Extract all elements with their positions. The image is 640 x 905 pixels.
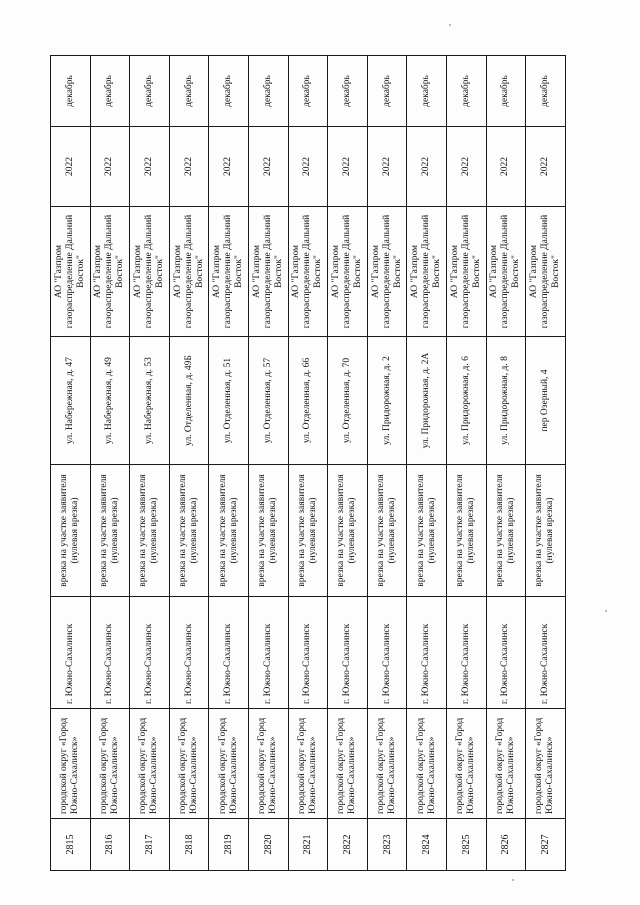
gas-connection-table <box>50 55 566 871</box>
table-row <box>288 56 328 871</box>
district-cell: городской округ «Город Южно-Сахалинск» <box>248 709 288 819</box>
work-type-cell: врезка на участке заявителя (нулевая врезка) <box>407 465 447 597</box>
row-number: 2820 <box>248 819 288 871</box>
organization-cell: АО "Газпром газораспределение Дальний Восток" <box>328 207 368 337</box>
scan-speck <box>449 24 451 26</box>
organization-cell: АО "Газпром газораспределение Дальний Восток" <box>51 207 91 337</box>
city-cell: г. Южно-Сахалинск <box>526 597 566 709</box>
city-cell: г. Южно-Сахалинск <box>209 597 249 709</box>
city-cell: г. Южно-Сахалинск <box>446 597 486 709</box>
address-cell: пер Озерный, 4 <box>526 337 566 465</box>
district-cell: городской округ «Город Южно-Сахалинск» <box>51 709 91 819</box>
row-number: 2815 <box>51 819 91 871</box>
year-cell: 2022 <box>209 127 249 207</box>
row-number: 2821 <box>288 819 328 871</box>
address-cell: ул. Придорожная, д. 8 <box>486 337 526 465</box>
address-cell: ул. Отделенная, д. 57 <box>248 337 288 465</box>
organization-cell: АО "Газпром газораспределение Дальний Восток" <box>486 207 526 337</box>
row-number: 2827 <box>526 819 566 871</box>
year-cell: 2022 <box>248 127 288 207</box>
organization-cell: АО "Газпром газораспределение Дальний Восток" <box>209 207 249 337</box>
address-cell: ул. Отделенная, д. 66 <box>288 337 328 465</box>
row-number: 2819 <box>209 819 249 871</box>
address-cell: ул. Отделенная, д. 70 <box>328 337 368 465</box>
table-row <box>328 56 368 871</box>
work-type-cell: врезка на участке заявителя (нулевая врезка) <box>526 465 566 597</box>
city-cell: г. Южно-Сахалинск <box>328 597 368 709</box>
work-type-cell: врезка на участке заявителя (нулевая врезка) <box>446 465 486 597</box>
district-cell: городской округ «Город Южно-Сахалинск» <box>446 709 486 819</box>
organization-cell: АО "Газпром газораспределение Дальний Восток" <box>248 207 288 337</box>
year-cell: 2022 <box>90 127 130 207</box>
work-type-cell: врезка на участке заявителя (нулевая врезка) <box>169 465 209 597</box>
district-cell: городской округ «Город Южно-Сахалинск» <box>407 709 447 819</box>
month-cell: декабрь <box>169 56 209 127</box>
year-cell: 2022 <box>367 127 407 207</box>
year-cell: 2022 <box>407 127 447 207</box>
address-cell: ул. Отделенная, д. 51 <box>209 337 249 465</box>
table-row <box>90 56 130 871</box>
work-type-cell: врезка на участке заявителя (нулевая врезка) <box>367 465 407 597</box>
work-type-cell: врезка на участке заявителя (нулевая врезка) <box>328 465 368 597</box>
month-cell: декабрь <box>446 56 486 127</box>
month-cell: декабрь <box>209 56 249 127</box>
organization-cell: АО "Газпром газораспределение Дальний Восток" <box>526 207 566 337</box>
table-row <box>446 56 486 871</box>
district-cell: городской округ «Город Южно-Сахалинск» <box>130 709 170 819</box>
year-cell: 2022 <box>446 127 486 207</box>
month-cell: декабрь <box>90 56 130 127</box>
district-cell: городской округ «Город Южно-Сахалинск» <box>367 709 407 819</box>
work-type-cell: врезка на участке заявителя (нулевая врезка) <box>209 465 249 597</box>
month-cell: декабрь <box>51 56 91 127</box>
year-cell: 2022 <box>130 127 170 207</box>
month-cell: декабрь <box>248 56 288 127</box>
table-row <box>51 56 91 871</box>
address-cell: ул. Набережная, д. 49 <box>90 337 130 465</box>
address-cell: ул. Придорожная, д. 6 <box>446 337 486 465</box>
row-number: 2817 <box>130 819 170 871</box>
table-row <box>248 56 288 871</box>
district-cell: городской округ «Город Южно-Сахалинск» <box>90 709 130 819</box>
month-cell: декабрь <box>130 56 170 127</box>
city-cell: г. Южно-Сахалинск <box>407 597 447 709</box>
row-number: 2818 <box>169 819 209 871</box>
district-cell: городской округ «Город Южно-Сахалинск» <box>526 709 566 819</box>
year-cell: 2022 <box>526 127 566 207</box>
month-cell: декабрь <box>486 56 526 127</box>
organization-cell: АО "Газпром газораспределение Дальний Восток" <box>367 207 407 337</box>
district-cell: городской округ «Город Южно-Сахалинск» <box>328 709 368 819</box>
table-row <box>486 56 526 871</box>
scan-speck <box>512 879 514 881</box>
organization-cell: АО "Газпром газораспределение Дальний Восток" <box>407 207 447 337</box>
row-number: 2824 <box>407 819 447 871</box>
row-number: 2826 <box>486 819 526 871</box>
address-cell: ул. Набережная, д. 53 <box>130 337 170 465</box>
address-cell: ул. Набережная, д. 47 <box>51 337 91 465</box>
table-row <box>407 56 447 871</box>
month-cell: декабрь <box>407 56 447 127</box>
city-cell: г. Южно-Сахалинск <box>90 597 130 709</box>
row-number: 2823 <box>367 819 407 871</box>
year-cell: 2022 <box>169 127 209 207</box>
work-type-cell: врезка на участке заявителя (нулевая врезка) <box>288 465 328 597</box>
district-cell: городской округ «Город Южно-Сахалинск» <box>209 709 249 819</box>
row-number: 2822 <box>328 819 368 871</box>
table-row <box>169 56 209 871</box>
city-cell: г. Южно-Сахалинск <box>367 597 407 709</box>
table-row <box>130 56 170 871</box>
city-cell: г. Южно-Сахалинск <box>169 597 209 709</box>
organization-cell: АО "Газпром газораспределение Дальний Восток" <box>288 207 328 337</box>
work-type-cell: врезка на участке заявителя (нулевая врезка) <box>486 465 526 597</box>
month-cell: декабрь <box>367 56 407 127</box>
city-cell: г. Южно-Сахалинск <box>288 597 328 709</box>
city-cell: г. Южно-Сахалинск <box>51 597 91 709</box>
organization-cell: АО "Газпром газораспределение Дальний Восток" <box>130 207 170 337</box>
year-cell: 2022 <box>328 127 368 207</box>
row-number: 2816 <box>90 819 130 871</box>
city-cell: г. Южно-Сахалинск <box>130 597 170 709</box>
month-cell: декабрь <box>526 56 566 127</box>
row-number: 2825 <box>446 819 486 871</box>
work-type-cell: врезка на участке заявителя (нулевая врезка) <box>248 465 288 597</box>
scan-speck <box>605 610 607 612</box>
month-cell: декабрь <box>328 56 368 127</box>
city-cell: г. Южно-Сахалинск <box>248 597 288 709</box>
organization-cell: АО "Газпром газораспределение Дальний Восток" <box>446 207 486 337</box>
work-type-cell: врезка на участке заявителя (нулевая врезка) <box>51 465 91 597</box>
year-cell: 2022 <box>51 127 91 207</box>
work-type-cell: врезка на участке заявителя (нулевая врезка) <box>130 465 170 597</box>
year-cell: 2022 <box>486 127 526 207</box>
organization-cell: АО "Газпром газораспределение Дальний Восток" <box>90 207 130 337</box>
address-cell: ул. Отделенная, д. 49Б <box>169 337 209 465</box>
address-cell: ул. Придорожная, д. 2А <box>407 337 447 465</box>
table-row <box>526 56 566 871</box>
table-row <box>209 56 249 871</box>
table-row <box>367 56 407 871</box>
month-cell: декабрь <box>288 56 328 127</box>
address-cell: ул. Придорожная, д. 2 <box>367 337 407 465</box>
year-cell: 2022 <box>288 127 328 207</box>
city-cell: г. Южно-Сахалинск <box>486 597 526 709</box>
district-cell: городской округ «Город Южно-Сахалинск» <box>169 709 209 819</box>
work-type-cell: врезка на участке заявителя (нулевая врезка) <box>90 465 130 597</box>
district-cell: городской округ «Город Южно-Сахалинск» <box>486 709 526 819</box>
rotated-table-container <box>50 56 565 871</box>
organization-cell: АО "Газпром газораспределение Дальний Восток" <box>169 207 209 337</box>
district-cell: городской округ «Город Южно-Сахалинск» <box>288 709 328 819</box>
